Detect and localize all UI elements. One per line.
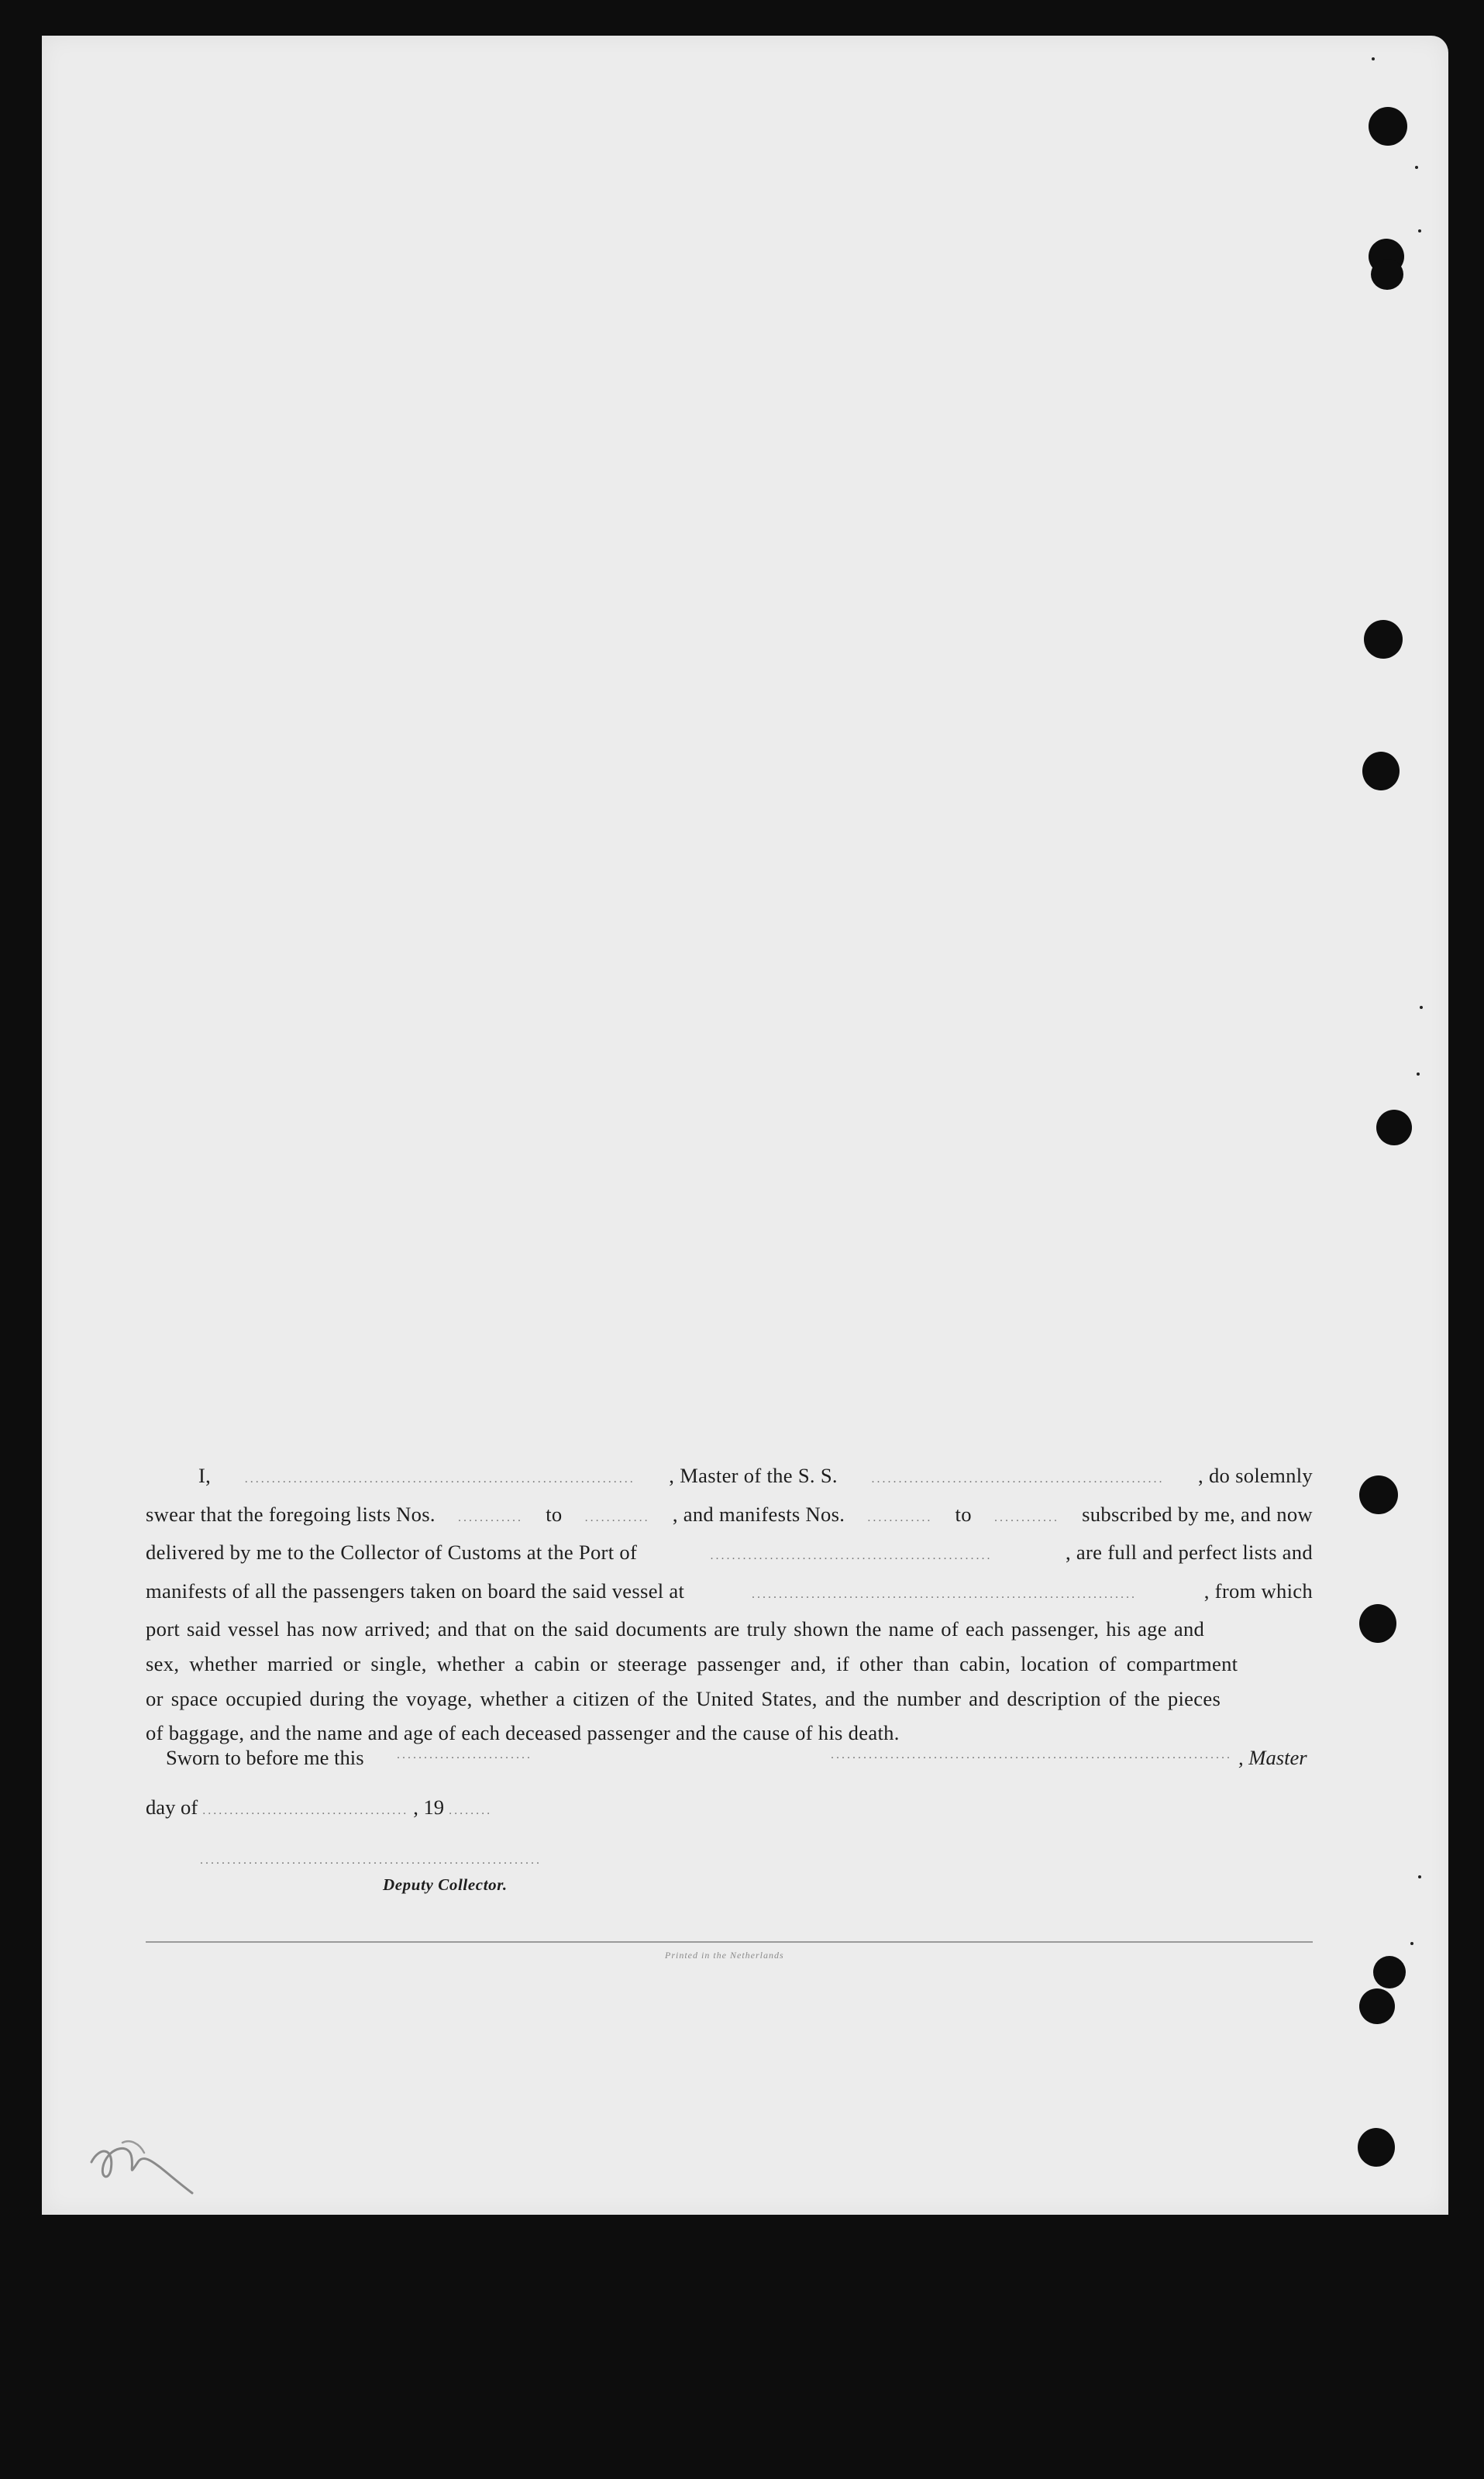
oath-text: , are full and perfect lists and	[1065, 1541, 1313, 1565]
punch-hole-10	[1359, 1988, 1395, 2024]
year-label: , 19	[413, 1796, 445, 1819]
oath-text: , Master of the S. S.	[669, 1464, 838, 1487]
oath-text: of baggage, and the name and age of each deceased passenger and the cause of his death.	[146, 1721, 900, 1745]
blank-deputy-signature: ...............................................................	[200, 1854, 542, 1867]
punch-hole-9	[1373, 1956, 1406, 1988]
blank-list-to: ............	[584, 1510, 650, 1524]
day-of-line	[146, 1796, 497, 1820]
oath-line	[146, 1612, 1313, 1647]
blank-sworn-day: .........................	[397, 1748, 532, 1761]
oath-text: to	[955, 1502, 972, 1526]
blank-list-from: ............	[458, 1510, 524, 1524]
blank-ship-name: ......................................................	[871, 1472, 1165, 1486]
oath-text: , do solemnly	[1198, 1464, 1313, 1487]
sworn-label: Sworn to before me this	[166, 1746, 364, 1769]
oath-line	[146, 1574, 1313, 1613]
handwritten-mark	[84, 2116, 200, 2201]
punch-hole-7	[1359, 1475, 1398, 1514]
blank-master-signature: ..........................................................................	[831, 1748, 1232, 1761]
blank-port: ....................................................	[710, 1549, 993, 1563]
oath-text: or space occupied during the voyage, whether a citizen of the United States, and the number and description of the pieces	[146, 1686, 1221, 1710]
oath-line	[146, 1647, 1313, 1682]
speck	[1417, 1073, 1420, 1076]
punch-hole-5	[1362, 752, 1400, 790]
blank-departure-port: .......................................................................	[752, 1587, 1137, 1601]
deputy-collector-label: Deputy Collector.	[383, 1875, 508, 1894]
speck	[1418, 1875, 1421, 1878]
oath-text: sex, whether married or single, whether a cabin or steerage passenger and, if other than cabin, location of compartment	[146, 1651, 1238, 1675]
oath-text: , from which	[1203, 1579, 1313, 1603]
oath-text: port said vessel has now arrived; and that on the said documents are truly shown the name of each passenger, his age and	[146, 1617, 1205, 1641]
oath-text: to	[546, 1502, 563, 1526]
speck	[1415, 166, 1418, 169]
punch-hole-6	[1376, 1110, 1412, 1145]
punch-hole-11	[1358, 2128, 1395, 2167]
blank-month: ......................................	[202, 1804, 409, 1817]
footer-rule	[146, 1941, 1313, 1943]
speck	[1410, 1942, 1413, 1945]
oath-line	[146, 1458, 1313, 1497]
oath-line	[146, 1497, 1313, 1536]
master-label: , Master	[1238, 1746, 1307, 1769]
oath-text: subscribed by me, and now	[1082, 1502, 1313, 1526]
speck	[1372, 57, 1375, 60]
punch-hole-4	[1364, 620, 1403, 659]
oath-text: I,	[198, 1464, 212, 1487]
oath-text: swear that the foregoing lists Nos.	[146, 1502, 436, 1526]
manifest-page	[42, 36, 1448, 2215]
blank-manifest-to: ............	[994, 1510, 1059, 1524]
blank-year: ........	[449, 1804, 493, 1817]
punch-hole-1	[1369, 107, 1407, 146]
blank-manifest-from: ............	[867, 1510, 933, 1524]
day-of-label: day of	[146, 1796, 198, 1819]
blank-master-name: ........................................................................	[244, 1472, 635, 1486]
oath-line	[146, 1682, 1313, 1716]
oath-line	[146, 1535, 1313, 1574]
punch-hole-8	[1359, 1604, 1396, 1643]
oath-paragraph	[146, 1458, 1313, 1751]
oath-text: , and manifests Nos.	[672, 1502, 845, 1526]
oath-text: manifests of all the passengers taken on board the said vessel at	[146, 1579, 685, 1603]
punch-hole-3	[1371, 259, 1403, 290]
speck	[1418, 229, 1421, 232]
printer-imprint: Printed in the Netherlands	[665, 1950, 784, 1961]
oath-text: delivered by me to the Collector of Customs at the Port of	[146, 1541, 638, 1565]
speck	[1420, 1006, 1423, 1009]
